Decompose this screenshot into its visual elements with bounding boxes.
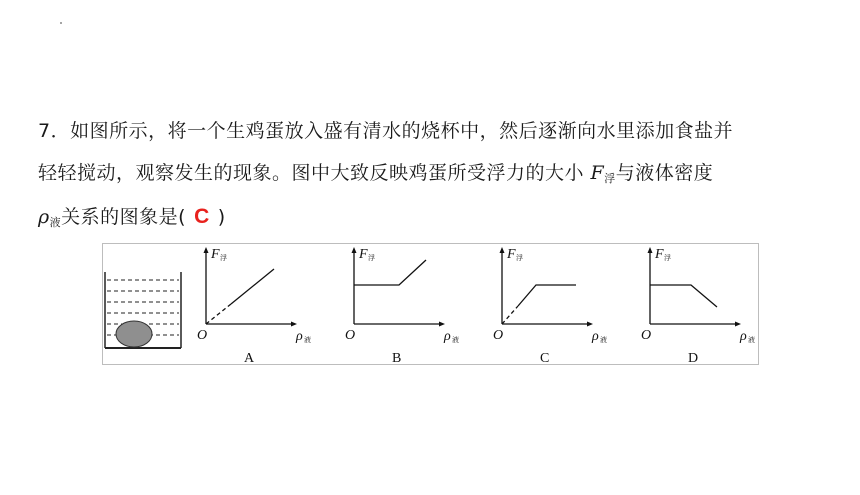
option-label: B [392,351,402,364]
x-axis-subscript: 液 [304,336,311,344]
origin-label: O [345,328,356,343]
answer-text: C [194,205,210,228]
curve-dashed [502,306,518,324]
question-line-3-text: 关系的图象是( [61,206,187,228]
y-axis-arrow [352,247,357,253]
question-line-2-text: 轻轻搅动，观察发生的现象。图中大致反映鸡蛋所受浮力的大小 [38,162,591,184]
y-axis-subscript: 浮 [220,254,227,262]
question-line-3-end: ) [217,206,226,228]
x-axis-subscript: 液 [452,336,459,344]
x-axis-subscript: 液 [600,336,607,344]
y-axis-symbol: F [655,247,664,262]
x-axis-subscript: 液 [748,336,755,344]
question-line-3 [38,204,226,236]
x-axis-symbol: ρ [444,329,451,344]
graph-b [345,247,459,364]
y-axis-subscript: 浮 [516,254,523,262]
option-label: A [244,351,255,364]
x-axis-symbol: ρ [592,329,599,344]
y-axis-arrow [204,247,209,253]
graph-a [197,247,311,364]
x-axis-arrow [735,322,741,327]
y-axis-symbol: F [211,247,220,262]
y-axis-symbol: F [507,247,516,262]
x-axis-arrow [587,322,593,327]
curve-dashed [206,304,231,324]
y-axis-arrow [500,247,505,253]
curve [650,285,717,307]
curve-solid [231,269,274,304]
graph-c [493,247,607,364]
curve [354,260,426,285]
origin-label: O [493,328,504,343]
x-axis-arrow [439,322,445,327]
y-axis-arrow [648,247,653,253]
egg [116,321,152,347]
y-axis-symbol: F [359,247,368,262]
question-line-1: 7．如图所示，将一个生鸡蛋放入盛有清水的烧杯中，然后逐渐向水里添加食盐并 [38,120,734,142]
question-line-2-end: 与液体密度 [615,162,714,184]
force-symbol: F [590,162,605,184]
decorative-dot [60,22,62,24]
curve-solid [518,285,576,306]
figure-svg [103,244,758,364]
y-axis-subscript: 浮 [664,254,671,262]
option-label: C [540,351,550,364]
y-axis-subscript: 浮 [368,254,375,262]
origin-label: O [197,328,208,343]
option-label: D [688,351,699,364]
graph-d [641,247,755,364]
question-line-2 [38,160,713,192]
density-subscript: 液 [49,216,62,229]
figure-panel [102,243,759,365]
x-axis-arrow [291,322,297,327]
force-subscript: 浮 [604,172,616,185]
density-symbol: ρ [38,206,50,228]
x-axis-symbol: ρ [740,329,747,344]
x-axis-symbol: ρ [296,329,303,344]
origin-label: O [641,328,652,343]
